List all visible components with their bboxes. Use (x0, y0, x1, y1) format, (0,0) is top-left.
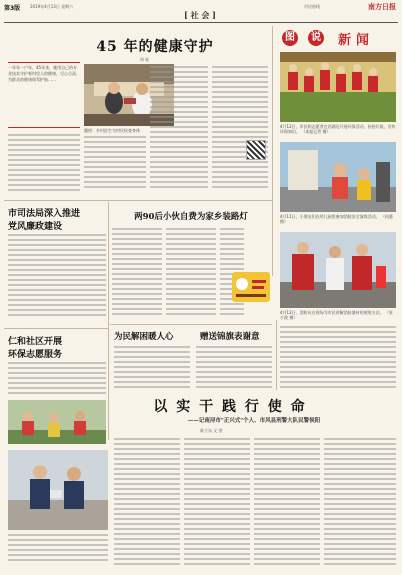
main-headline: 45 年的健康守护 (96, 39, 214, 55)
photo-news-char-3: 新 (338, 33, 352, 48)
mid-story-badge (232, 272, 270, 302)
left-story1-title-2: 党风廉政建设 (8, 222, 63, 232)
header-rule (4, 22, 398, 23)
main-photo-caption: 题图：乡村医生为村民检查身体 (84, 128, 140, 133)
bottom-mid-body-1 (114, 346, 190, 390)
section-label: [ 社 会 ] (184, 10, 216, 20)
mid-story-body-2 (166, 228, 216, 320)
photo-news-char-4: 闻 (356, 33, 370, 48)
header-hotline: 市民热线 (304, 4, 320, 9)
mid-story-title: 两90后小伙自费为家乡装路灯 (134, 212, 248, 222)
lower-left-caption (8, 534, 108, 566)
column-divider-main (272, 26, 273, 276)
header-meta: 2019年4月13日 星期六 (30, 4, 74, 9)
lower-body-4 (324, 438, 396, 568)
main-body-col4 (212, 66, 268, 192)
mid-story-body-1 (112, 228, 162, 320)
photo-news-caption-3: 4月12日，消防员在现场为市民讲解消防器材的使用方法。 （张小波 摄） (280, 310, 393, 320)
lower-left-photo (8, 450, 108, 530)
lower-body-2 (184, 438, 250, 568)
photo-credit-1: （本报记者 摄） (301, 129, 331, 134)
left-story2-photo (8, 400, 106, 444)
bottom-mid-title-left: 为民解困暖人心 (114, 332, 174, 342)
lower-subtitle: ——记南浔市"正兴式"个人、市风县刑警大队民警侯阳 (187, 418, 321, 424)
lower-byline: 陈立东 文 图 (200, 428, 223, 433)
page-number: 第3版 (4, 5, 21, 12)
rule-mid (110, 324, 272, 325)
rule-left-2 (4, 328, 108, 329)
column-divider-left (108, 202, 109, 440)
main-quote-box (8, 62, 80, 128)
photo-news-char-1: 图 (282, 30, 298, 46)
lower-body-1 (114, 438, 180, 568)
photo-credit-2: （何蔷 摄） (280, 214, 393, 224)
left-story2-body (8, 362, 106, 398)
photo-news-image-3 (280, 232, 396, 308)
main-body-col3 (150, 66, 208, 192)
main-byline: 周 标 (140, 57, 150, 62)
bottom-mid-title-right: 赠送锦旗表谢意 (200, 332, 260, 342)
left-story1-body (8, 234, 106, 320)
main-quote: 一年年一户年，45年来，她用自己的专业技术守护着村里人的健康，尽心尽责，为群众的健康保驾护航…… (8, 65, 80, 82)
column-divider-right (276, 320, 277, 390)
lower-title: 以 实 干 践 行 使 命 (153, 399, 307, 415)
photo-news-caption-1: 4月12日，市民和志愿者在西湖边开展环保活动，捡拾垃圾，宣传环保知识。 （本报记者 摄） (280, 124, 396, 134)
main-body-col1 (8, 134, 80, 194)
left-story2-title-1: 仁和社区开展 (8, 337, 63, 347)
left-story2-title-2: 环保志愿服务 (8, 350, 63, 360)
main-body-col2 (84, 136, 146, 192)
qr-code (246, 140, 266, 160)
lower-body-3 (254, 438, 320, 568)
rule-left-1 (4, 200, 272, 201)
photo-news-caption-2: 4月11日，小朋友们在幼儿园里参加消防安全演练活动。 （何蔷 摄） (280, 214, 393, 224)
right-lower-text (280, 326, 396, 390)
photo-news-char-2: 说 (308, 30, 324, 46)
photo-credit-3: （张小波 摄） (280, 310, 393, 320)
left-story1-title-1: 市司法局深入推进 (8, 209, 81, 219)
bottom-mid-body-2 (196, 346, 272, 390)
photo-news-image-2 (280, 142, 396, 212)
paper-logo: 南方日报 (368, 2, 396, 11)
photo-news-image-1 (280, 52, 396, 122)
photo-news-banner (282, 28, 394, 50)
